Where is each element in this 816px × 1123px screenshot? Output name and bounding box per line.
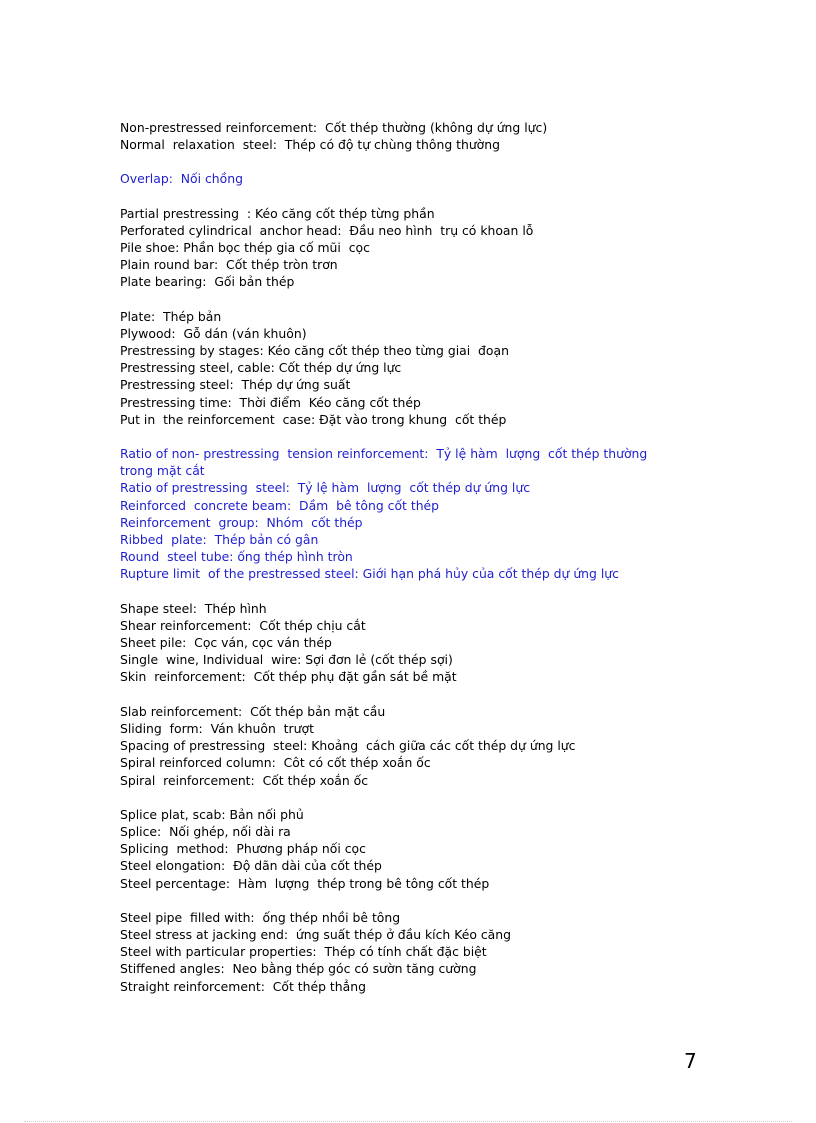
glossary-group (120, 806, 700, 892)
glossary-entry: Stiffened angles: Neo bằng thép góc có sườn tăng cường (120, 961, 477, 977)
glossary-group (120, 703, 700, 789)
glossary-entry: Rupture limit of the prestressed steel: Giới hạn phá hủy của cốt thép dự ứng lực (120, 566, 619, 582)
glossary-entry: Put in the reinforcement case: Đặt vào trong khung cốt thép (120, 411, 507, 427)
glossary-entry: Ribbed plate: Thép bản có gân (120, 532, 319, 548)
page-number: 7 (684, 1049, 697, 1073)
glossary-entry: Splicing method: Phương pháp nối cọc (120, 841, 366, 857)
glossary-entry: Prestressing by stages: Kéo căng cốt thép theo từng giai đoạn (120, 343, 509, 359)
glossary-entry: Slab reinforcement: Cốt thép bản mặt cầu (120, 703, 386, 719)
glossary-entry: Non-prestressed reinforcement: Cốt thép thường (không dự ứng lực) (120, 120, 548, 135)
glossary-entry: Plate: Thép bản (120, 308, 222, 324)
glossary-group (120, 909, 700, 995)
glossary-group (120, 170, 700, 187)
glossary-group (120, 205, 700, 291)
glossary-group (120, 119, 700, 153)
glossary-entry: Steel with particular properties: Thép có tính chất đặc biệt (120, 944, 487, 960)
glossary-entry: Single wine, Individual wire: Sợi đơn lẻ (cốt thép sợi) (120, 652, 453, 668)
glossary-entry: Partial prestressing : Kéo căng cốt thép từng phần (120, 205, 435, 221)
footer-divider (24, 1121, 792, 1122)
glossary-entry: Overlap: Nối chồng (120, 171, 243, 187)
glossary-entry: Pile shoe: Phần bọc thép gia cố mũi cọc (120, 240, 370, 256)
glossary-entry: Normal relaxation steel: Thép có độ tự chùng thông thường (120, 137, 500, 153)
glossary-entry: Splice plat, scab: Bản nối phủ (120, 806, 304, 822)
glossary-entry: Plywood: Gỗ dán (ván khuôn) (120, 325, 307, 341)
glossary-entry: Ratio of non- prestressing tension reinforcement: Tỷ lệ hàm lượng cốt thép thường (120, 446, 648, 462)
glossary-entry: Spiral reinforcement: Cốt thép xoắn ốc (120, 772, 369, 788)
glossary-entry: Steel percentage: Hàm lượng thép trong bê tông cốt thép (120, 875, 490, 891)
glossary-entry: Prestressing time: Thời điểm Kéo căng cốt thép (120, 394, 421, 410)
glossary-entry: Perforated cylindrical anchor head: Đầu neo hình trụ có khoan lỗ (120, 222, 534, 238)
glossary-entry: Prestressing steel: Thép dự ứng suất (120, 377, 351, 393)
glossary-entry: Reinforced concrete beam: Dầm bê tông cốt thép (120, 497, 440, 513)
glossary-entry: Plain round bar: Cốt thép tròn trơn (120, 257, 338, 273)
glossary-entry: Straight reinforcement: Cốt thép thẳng (120, 978, 366, 994)
glossary-entry: Prestressing steel, cable: Cốt thép dự ứng lực (120, 360, 402, 376)
glossary-entry: Splice: Nối ghép, nối dài ra (120, 823, 291, 839)
glossary-entry: Spacing of prestressing steel: Khoảng cách giữa các cốt thép dự ứng lực (120, 738, 576, 754)
glossary-entry: Skin reinforcement: Cốt thép phụ đặt gần sát bề mặt (120, 669, 457, 685)
glossary-entry: Sliding form: Ván khuôn trượt (120, 720, 314, 736)
glossary-group (120, 600, 700, 686)
glossary-entry: Shear reinforcement: Cốt thép chịu cắt (120, 617, 366, 633)
glossary-group (120, 308, 700, 428)
glossary-entry: Sheet pile: Cọc ván, cọc ván thép (120, 635, 332, 651)
glossary-entry: Steel stress at jacking end: ứng suất thép ở đầu kích Kéo căng (120, 926, 511, 942)
glossary-entry: Reinforcement group: Nhóm cốt thép (120, 514, 363, 530)
glossary-entry: Steel elongation: Độ dãn dài của cốt thép (120, 858, 382, 874)
glossary-entry: Steel pipe filled with: ống thép nhồi bê tông (120, 909, 401, 925)
glossary-entry: trong mặt cắt (120, 463, 205, 479)
glossary-entry: Shape steel: Thép hình (120, 600, 267, 616)
glossary-group (120, 445, 700, 583)
glossary-content (120, 119, 700, 1012)
glossary-entry: Round steel tube: ống thép hình tròn (120, 549, 353, 565)
glossary-entry: Ratio of prestressing steel: Tỷ lệ hàm lượng cốt thép dự ứng lực (120, 480, 531, 496)
glossary-entry: Plate bearing: Gối bản thép (120, 274, 295, 290)
glossary-entry: Spiral reinforced column: Côt có cốt thép xoắn ốc (120, 755, 431, 771)
